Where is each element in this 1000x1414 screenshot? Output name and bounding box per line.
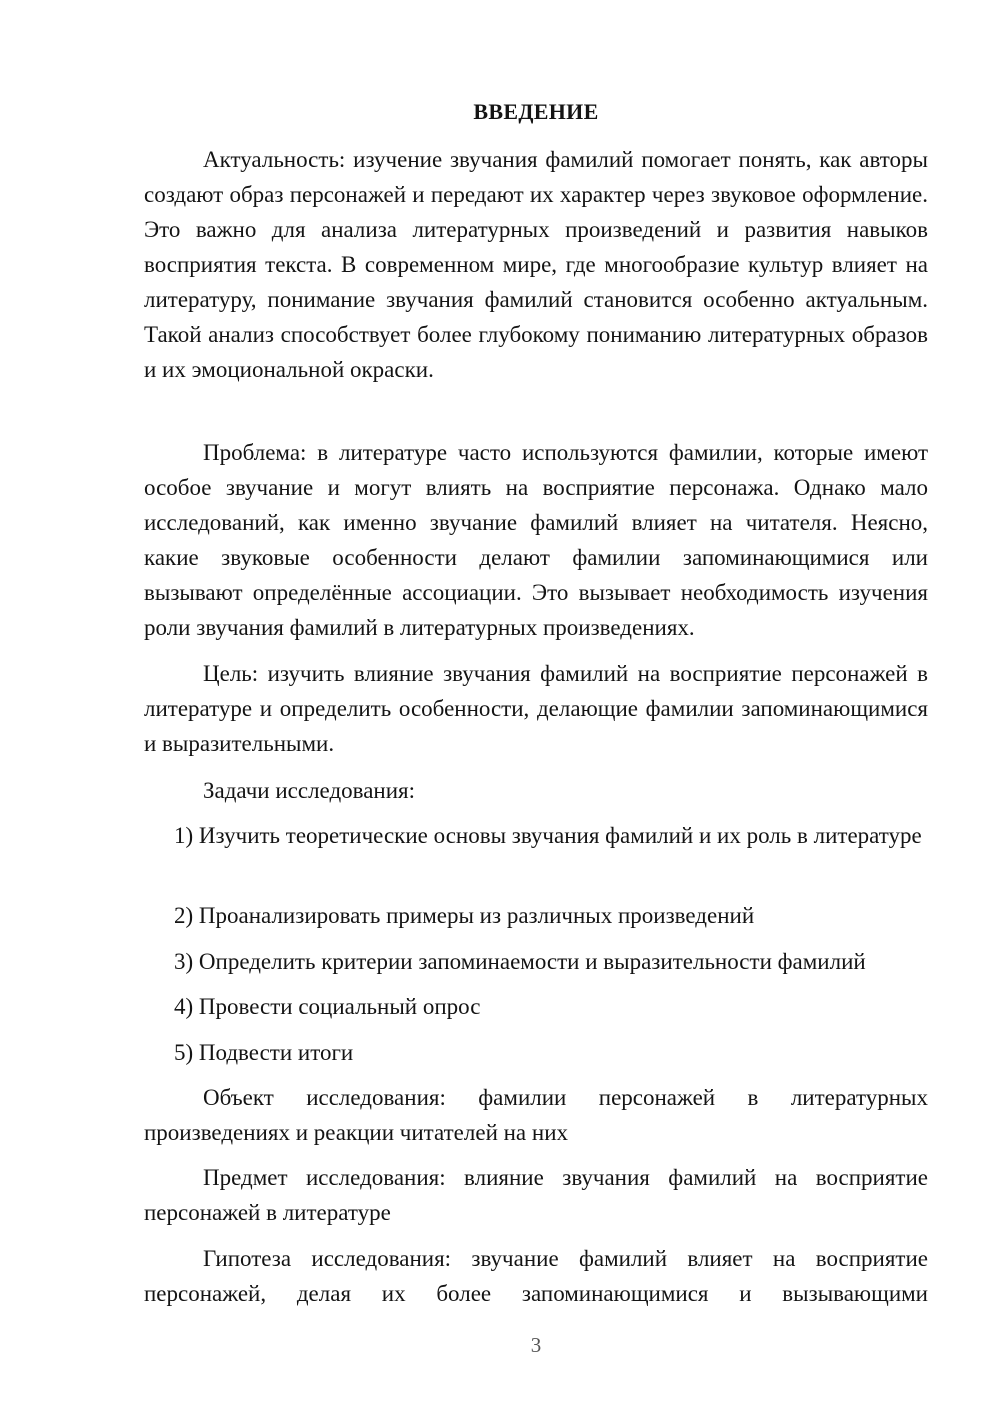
relevance-paragraph: Актуальность: изучение звучания фамилий помогает понять, как авторы создают образ персонажей и передают их характер через звуковое оформление. Это важно для анализа литературных произведений и развития навыков восприятия текста. В современном мире, где многообразие культур влияет на литературу, понимание звучания фамилий становится особенно актуальным. Такой анализ способствует более глубокому пониманию литературных образов и их эмоциональной окраски. — [144, 147, 928, 382]
task-item-3: 3) Определить критерии запоминаемости и выразительности фамилий — [174, 949, 866, 974]
hypothesis-paragraph: Гипотеза исследования: звучание фамилий влияет на восприятие персонажей, делая их более запоминающимися и вызывающими — [144, 1246, 928, 1306]
goal-paragraph: Цель: изучить влияние звучания фамилий на восприятие персонажей в литературе и определить особенности, делающие фамилии запоминающимися и выразительными. — [144, 661, 928, 756]
page-title: ВВЕДЕНИЕ — [473, 99, 599, 124]
problem-paragraph: Проблема: в литературе часто используются фамилии, которые имеют особое звучание и могут влиять на восприятие персонажа. Однако мало исследований, как именно звучание фамилий влияет на читателя. Неясно, какие звуковые особенности делают фамилии запоминающимися или вызывают определённые ассоциации. Это вызывает необходимость изучения роли звучания фамилий в литературных произведениях. — [144, 440, 928, 640]
task-item-2: 2) Проанализировать примеры из различных произведений — [174, 903, 755, 928]
task-item-1: 1) Изучить теоретические основы звучания фамилий и их роль в литературе — [174, 823, 922, 848]
tasks-heading: Задачи исследования: — [203, 778, 416, 803]
object-paragraph: Объект исследования: фамилии персонажей в литературных произведениях и реакции читателей на них — [144, 1085, 928, 1145]
page-number: 3 — [530, 1333, 542, 1357]
subject-paragraph: Предмет исследования: влияние звучания фамилий на восприятие персонажей в литературе — [144, 1165, 928, 1225]
task-item-4: 4) Провести социальный опрос — [174, 994, 481, 1019]
task-item-5: 5) Подвести итоги — [174, 1040, 354, 1065]
